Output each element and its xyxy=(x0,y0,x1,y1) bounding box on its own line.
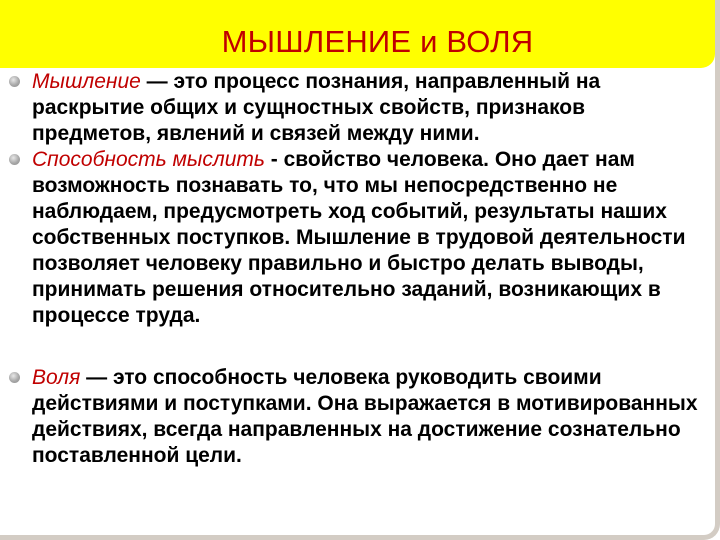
bullet-term: Способность мыслить xyxy=(32,148,265,171)
bullet-text: — это процесс познания, направленный на раскрытие общих и сущностных свойств, признаков предметов, явлений и связей между ними. xyxy=(32,70,601,145)
title-bar xyxy=(0,0,715,68)
slide-title: МЫШЛЕНИЕ и ВОЛЯ xyxy=(221,24,534,59)
bullet-icon xyxy=(9,372,20,383)
bullet-item-ability-to-think xyxy=(0,147,715,329)
bullet-item-will xyxy=(0,365,715,469)
bullet-icon xyxy=(9,154,20,165)
bullet-text: - свойство человека. Оно дает нам возможность познавать то, что мы непосредственно не наблюдаем, предусмотреть ход событий, результаты наших собственных поступков. Мышление в трудовой деятельности позволяет человеку правильно и быстро делать выводы, принимать решения относительно заданий, возникающих в процессе труда. xyxy=(32,148,686,327)
bullet-item-thinking xyxy=(0,69,715,147)
bullet-icon xyxy=(9,76,20,87)
slide-content xyxy=(0,68,715,469)
bullet-term: Мышление xyxy=(32,70,141,93)
bullet-term: Воля xyxy=(32,366,81,389)
bullet-text: — это способность человека руководить своими действиями и поступками. Она выражается в мотивированных действиях, всегда направленных на достижение сознательно поставленной цели. xyxy=(32,366,698,467)
